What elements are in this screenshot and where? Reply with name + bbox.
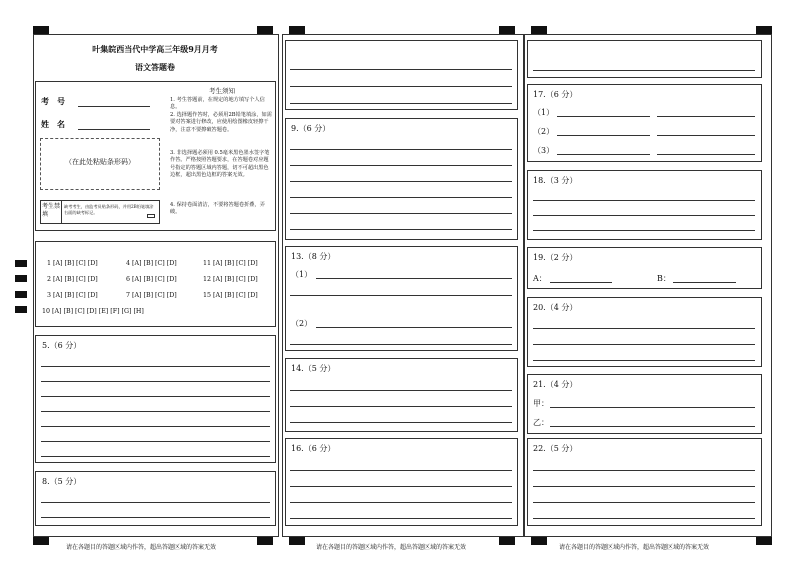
answer-line[interactable] [41, 517, 270, 518]
answer-box-q9[interactable] [285, 118, 518, 240]
answer-line[interactable] [533, 518, 755, 519]
answer-line[interactable] [290, 518, 512, 519]
answer-line[interactable] [533, 360, 755, 361]
answer-line[interactable] [290, 103, 512, 104]
answer-line[interactable] [533, 70, 755, 71]
side-mark [15, 275, 27, 282]
side-mark [15, 306, 27, 313]
answer-line[interactable] [316, 327, 512, 328]
answer-line[interactable] [290, 344, 512, 345]
choice-number: 6 [126, 276, 131, 283]
answer-line[interactable] [290, 295, 512, 296]
answer-line[interactable] [290, 213, 512, 214]
choice-row[interactable] [47, 292, 98, 299]
answer-line[interactable] [550, 282, 612, 283]
choice-options[interactable]: [A] [B] [C] [D] [213, 276, 258, 283]
choice-options[interactable]: [A] [B] [C] [D] [213, 260, 258, 267]
choice-row[interactable] [126, 276, 177, 283]
footer-note-col3: 请在各题目的答题区域内作答，超出答题区域的答案无效 [559, 544, 710, 551]
sub-question-label: B： [657, 274, 671, 283]
question-label-q14: 14.（5 分） [291, 364, 336, 373]
answer-line[interactable] [533, 230, 755, 231]
absent-checkbox[interactable] [147, 214, 155, 218]
choice-options[interactable]: [A] [B] [C] [D] [E] [F] [G] [H] [52, 308, 144, 315]
sub-question-label: 乙： [533, 418, 549, 427]
sub-question-label: （1） [291, 270, 313, 279]
answer-line[interactable] [657, 116, 755, 117]
student-id-field[interactable] [78, 106, 150, 107]
choice-number: 1 [47, 260, 52, 267]
answer-line[interactable] [550, 407, 755, 408]
choice-options[interactable]: [A] [B] [C] [D] [53, 276, 98, 283]
answer-line[interactable] [673, 282, 736, 283]
position-mark [499, 26, 515, 34]
question-label-q18: 18.（3 分） [533, 176, 578, 185]
answer-line[interactable] [533, 502, 755, 503]
answer-line[interactable] [290, 406, 512, 407]
position-mark [531, 537, 547, 545]
answer-box-q5[interactable] [35, 335, 276, 463]
position-mark [756, 537, 772, 545]
answer-line[interactable] [657, 135, 755, 136]
answer-line[interactable] [316, 278, 512, 279]
absent-label: 考生禁填 [42, 203, 61, 218]
answer-line[interactable] [41, 381, 270, 382]
question-label-q20: 20.（4 分） [533, 303, 578, 312]
answer-line[interactable] [41, 502, 270, 503]
answer-line[interactable] [290, 197, 512, 198]
sub-question-label: （2） [291, 319, 313, 328]
sub-question-label: （3） [533, 146, 555, 155]
question-label-q5: 5.（6 分） [42, 341, 82, 350]
notice-item-1: 1. 考生答题前，在规定的地方填写个人信息。 [170, 97, 265, 111]
side-mark [15, 291, 27, 298]
answer-line[interactable] [290, 165, 512, 166]
choice-row[interactable] [203, 276, 258, 283]
answer-line[interactable] [533, 486, 755, 487]
answer-line[interactable] [533, 215, 755, 216]
footer-note-col1: 请在各题目的答题区域内作答，超出答题区域的答案无效 [66, 544, 217, 551]
choice-options[interactable]: [A] [B] [C] [D] [132, 276, 177, 283]
position-mark [33, 26, 49, 34]
choice-row[interactable] [203, 292, 258, 299]
side-mark [15, 260, 27, 267]
choice-number: 15 [203, 292, 212, 299]
choice-row[interactable] [47, 276, 98, 283]
notice-item-2: 2. 选择题作答时，必须用2B铅笔填涂，如需要对答案进行修改，应使用绘图橡皮轻擦干净，注意不要擦破答题卷。 [170, 112, 272, 133]
sheet-title: 语文答题卷 [135, 62, 175, 72]
sub-question-label: （1） [533, 108, 555, 117]
absent-note: 缺考考生，由监考员贴条形码，并用2B铅笔填涂右面的缺考标记。 [64, 204, 154, 215]
answer-line[interactable] [290, 149, 512, 150]
answer-line[interactable] [557, 154, 650, 155]
question-label-q21: 21.（4 分） [533, 380, 578, 389]
choice-number: 10 [42, 308, 51, 315]
notice-item-3: 3. 非选择题必须用 0.5毫米黑色墨水签字笔作答。严格按照答题要求，在答题卷对应题号指定的答题区域内答题，切不可超出黑色边框，超出黑色边框的答案无效。 [170, 150, 270, 179]
position-mark [257, 537, 273, 545]
choice-row[interactable] [203, 260, 258, 267]
answer-line[interactable] [533, 470, 755, 471]
answer-line[interactable] [290, 486, 512, 487]
choice-number: 11 [203, 260, 212, 267]
question-label-q16: 16.（6 分） [291, 444, 336, 453]
choice-number: 2 [47, 276, 52, 283]
student-id-label: 考 号 [41, 96, 65, 106]
answer-box-continued[interactable] [527, 40, 762, 78]
student-name-label: 姓 名 [41, 119, 65, 129]
position-mark [289, 26, 305, 34]
answer-line[interactable] [657, 154, 755, 155]
answer-line[interactable] [533, 200, 755, 201]
answer-line[interactable] [550, 426, 755, 427]
choice-row[interactable] [126, 260, 177, 267]
answer-line[interactable] [290, 422, 512, 423]
answer-line[interactable] [41, 396, 270, 397]
question-label-q22: 22.（5 分） [533, 444, 578, 453]
answer-line[interactable] [290, 69, 512, 70]
question-label-q19: 19.（2 分） [533, 253, 578, 262]
answer-box-continued[interactable] [285, 40, 518, 110]
answer-line[interactable] [41, 456, 270, 457]
choice-options[interactable]: [A] [B] [C] [D] [213, 292, 258, 299]
student-name-field[interactable] [78, 129, 150, 130]
choice-row[interactable] [47, 260, 98, 267]
choice-row[interactable] [126, 292, 177, 299]
answer-line[interactable] [290, 86, 512, 87]
position-mark [33, 537, 49, 545]
notice-title: 考生须知 [209, 87, 235, 95]
answer-line[interactable] [290, 390, 512, 391]
choice-number: 12 [203, 276, 212, 283]
choice-options[interactable]: [A] [B] [C] [D] [132, 260, 177, 267]
choice-number: 4 [126, 260, 131, 267]
choice-number: 7 [126, 292, 131, 299]
position-mark [289, 537, 305, 545]
choice-options[interactable]: [A] [B] [C] [D] [53, 260, 98, 267]
choice-row[interactable] [42, 308, 144, 315]
answer-line[interactable] [557, 116, 650, 117]
question-label-q13: 13.（8 分） [291, 252, 336, 261]
question-label-q8: 8.（5 分） [42, 477, 82, 486]
position-mark [257, 26, 273, 34]
absent-divider [61, 200, 62, 224]
question-label-q9: 9.（6 分） [291, 124, 331, 133]
sub-question-label: A： [533, 274, 547, 283]
answer-line[interactable] [41, 411, 270, 412]
sub-question-label: 甲： [533, 399, 549, 408]
choice-number: 3 [47, 292, 52, 299]
answer-line[interactable] [290, 229, 512, 230]
answer-line[interactable] [557, 135, 650, 136]
answer-line[interactable] [41, 426, 270, 427]
answer-line[interactable] [533, 328, 755, 329]
choice-options[interactable]: [A] [B] [C] [D] [53, 292, 98, 299]
barcode-placeholder: （在此处粘贴条形码） [65, 158, 135, 166]
answer-line[interactable] [533, 344, 755, 345]
position-mark [756, 26, 772, 34]
answer-line[interactable] [290, 470, 512, 471]
position-mark [499, 537, 515, 545]
answer-line[interactable] [41, 441, 270, 442]
position-mark [531, 26, 547, 34]
exam-title: 叶集皖西当代中学高三年级9月月考 [92, 44, 218, 54]
answer-line[interactable] [290, 502, 512, 503]
question-label-q17: 17.（6 分） [533, 90, 578, 99]
answer-line[interactable] [41, 366, 270, 367]
choice-options[interactable]: [A] [B] [C] [D] [132, 292, 177, 299]
sub-question-label: （2） [533, 127, 555, 136]
notice-item-4: 4. 保持卷面清洁，不要将答题卷折叠，弄破。 [170, 202, 265, 216]
answer-line[interactable] [290, 181, 512, 182]
footer-note-col2: 请在各题目的答题区域内作答，超出答题区域的答案无效 [316, 544, 467, 551]
